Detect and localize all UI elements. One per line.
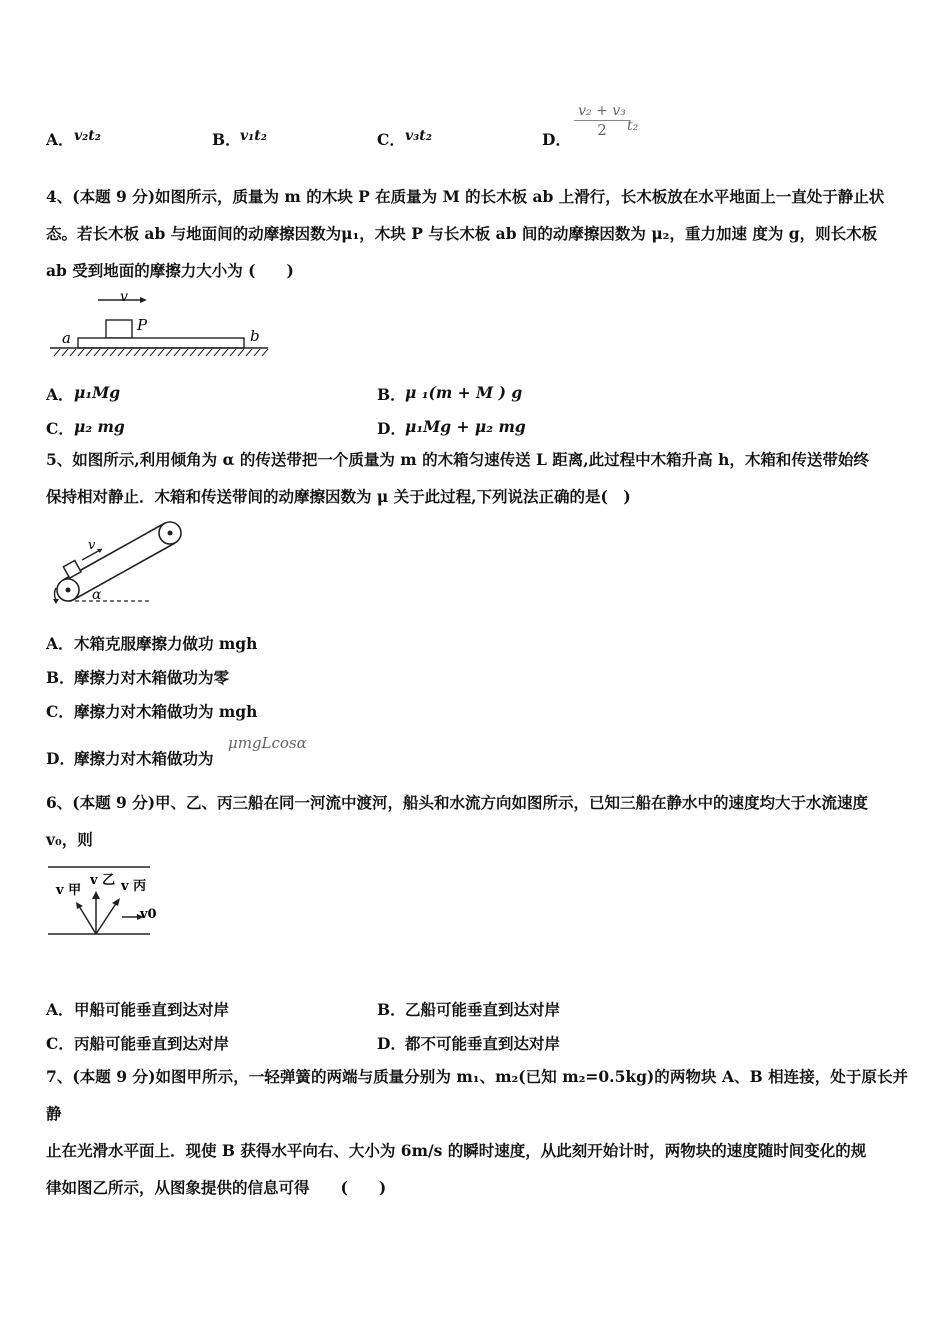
q3-option-d-label: D． bbox=[542, 130, 571, 149]
q5-figure-conveyor-diagram bbox=[46, 516, 196, 610]
q4-option-a-label: A． bbox=[46, 385, 74, 404]
q5-option-d-formula: μmgLcosα bbox=[228, 734, 307, 752]
q4-option-d-text: μ₁Mg + μ₂ mg bbox=[405, 417, 526, 436]
q5-option-a-text: 木箱克服摩擦力做功 mgh bbox=[74, 634, 258, 653]
q4-stem bbox=[46, 178, 908, 289]
q3-option-d-numerator: v₂ + v₃ bbox=[574, 103, 630, 121]
q6-figure-river-diagram bbox=[46, 862, 158, 938]
q5-option-b-label: B． bbox=[46, 668, 75, 687]
q6-option-b-label: B． bbox=[377, 1000, 406, 1019]
q4-option-d-label: D． bbox=[377, 419, 406, 438]
upper-pulley-axle bbox=[168, 531, 173, 536]
q3-option-d-denominator: 2 bbox=[597, 121, 607, 139]
arrow-jia-line bbox=[79, 906, 96, 934]
q3-option-d-t: t₂ bbox=[627, 118, 639, 134]
q6-option-a-text: 甲船可能垂直到达对岸 bbox=[74, 1000, 230, 1019]
q3-option-c-label: C． bbox=[377, 130, 405, 149]
q3-option-b-label: B． bbox=[212, 130, 241, 149]
q3-option-a-text: v₂t₂ bbox=[74, 128, 101, 144]
q3-option-b-text: v₁t₂ bbox=[240, 128, 267, 144]
arrow-yi-head bbox=[92, 891, 100, 899]
q5-line-1: 5、如图所示,利用倾角为 α 的传送带把一个质量为 m 的木箱匀速传送 L 距离,此过程中木箱升高 h，木箱和传送带始终 bbox=[46, 450, 869, 469]
label-v-jia: v 甲 bbox=[56, 883, 82, 898]
q4-option-b-label: B． bbox=[377, 385, 406, 404]
ground-hatching bbox=[54, 349, 268, 356]
long-board bbox=[78, 338, 244, 348]
label-b: b bbox=[250, 327, 260, 345]
wooden-box bbox=[63, 560, 81, 578]
velocity-arrow-head bbox=[140, 297, 147, 303]
rotation-arrow-head bbox=[53, 599, 59, 604]
label-v0: v0 bbox=[140, 907, 157, 922]
q5-option-c-text: 摩擦力对木箱做功为 mgh bbox=[74, 702, 258, 721]
arrow-bing-head bbox=[112, 898, 120, 906]
q5-option-c-label: C． bbox=[46, 702, 74, 721]
q4-option-b-text: μ ₁(m + M ) g bbox=[405, 383, 523, 402]
q6-option-c-label: C． bbox=[46, 1034, 74, 1053]
label-p: P bbox=[137, 316, 148, 334]
label-v-bing: v 丙 bbox=[121, 879, 147, 894]
q7-line-3: 律如图乙所示，从图象提供的信息可得 ( ) bbox=[46, 1178, 387, 1197]
q7-line-1: 7、(本题 9 分)如图甲所示，一轻弹簧的两端与质量分别为 m₁、m₂(已知 m₂=0.5kg)的两物块 A、B 相连接，处于原长并静 bbox=[46, 1067, 908, 1123]
q5-line-2: 保持相对静止．木箱和传送带间的动摩擦因数为 μ 关于此过程,下列说法正确的是( ) bbox=[46, 487, 631, 506]
q6-line-2: v₀，则 bbox=[46, 830, 93, 849]
q5-option-b-text: 摩擦力对木箱做功为零 bbox=[74, 668, 230, 687]
q4-option-a-text: μ₁Mg bbox=[74, 383, 121, 402]
q4-option-c-text: μ₂ mg bbox=[74, 417, 125, 436]
q5-option-d-label: D． bbox=[46, 749, 75, 768]
label-v-yi: v 乙 bbox=[90, 873, 116, 888]
q4-line-3: ab 受到地面的摩擦力大小为 ( ) bbox=[46, 261, 294, 280]
label-alpha: α bbox=[92, 587, 102, 603]
q3-option-c-text: v₃t₂ bbox=[405, 128, 432, 144]
q6-option-c-text: 丙船可能垂直到达对岸 bbox=[74, 1034, 230, 1053]
q4-option-c-label: C． bbox=[46, 419, 74, 438]
q4-line-1: 4、(本题 9 分)如图所示，质量为 m 的木块 P 在质量为 M 的长木板 ab 上滑行，长木板放在水平地面上一直处于静止状 bbox=[46, 187, 885, 206]
q6-option-a-label: A． bbox=[46, 1000, 74, 1019]
q7-line-2: 止在光滑水平面上．现使 B 获得水平向右、大小为 6m/s 的瞬时速度，从此刻开始计时，两物块的速度随时间变化的规 bbox=[46, 1141, 867, 1160]
q5-stem bbox=[46, 441, 908, 515]
lower-pulley-axle bbox=[66, 588, 71, 593]
q6-option-b-text: 乙船可能垂直到达对岸 bbox=[405, 1000, 561, 1019]
q5-option-d-text: 摩擦力对木箱做功为 bbox=[74, 749, 214, 768]
q3-option-d-fraction bbox=[574, 103, 630, 139]
q6-option-d-label: D． bbox=[377, 1034, 406, 1053]
q5-option-a-label: A． bbox=[46, 634, 74, 653]
q6-line-1: 6、(本题 9 分)甲、乙、丙三船在同一河流中渡河，船头和水流方向如图所示，已知三船在静水中的速度均大于水流速度 bbox=[46, 793, 869, 812]
block-p bbox=[106, 320, 132, 338]
label-v: v bbox=[120, 289, 128, 305]
q4-line-2: 态。若长木板 ab 与地面间的动摩擦因数为μ₁，木块 P 与长木板 ab 间的动摩擦因数为 μ₂，重力加速 度为 g，则长木板 bbox=[46, 224, 878, 243]
rotation-arrow-arc bbox=[55, 588, 56, 600]
q4-figure-board-diagram bbox=[46, 288, 276, 360]
q3-option-a-label: A． bbox=[46, 130, 74, 149]
arrow-bing-line bbox=[96, 902, 117, 934]
q6-option-d-text: 都不可能垂直到达对岸 bbox=[405, 1034, 561, 1053]
label-v: v bbox=[88, 538, 96, 553]
q7-stem bbox=[46, 1058, 908, 1206]
label-a: a bbox=[62, 329, 71, 347]
q6-stem bbox=[46, 784, 908, 858]
